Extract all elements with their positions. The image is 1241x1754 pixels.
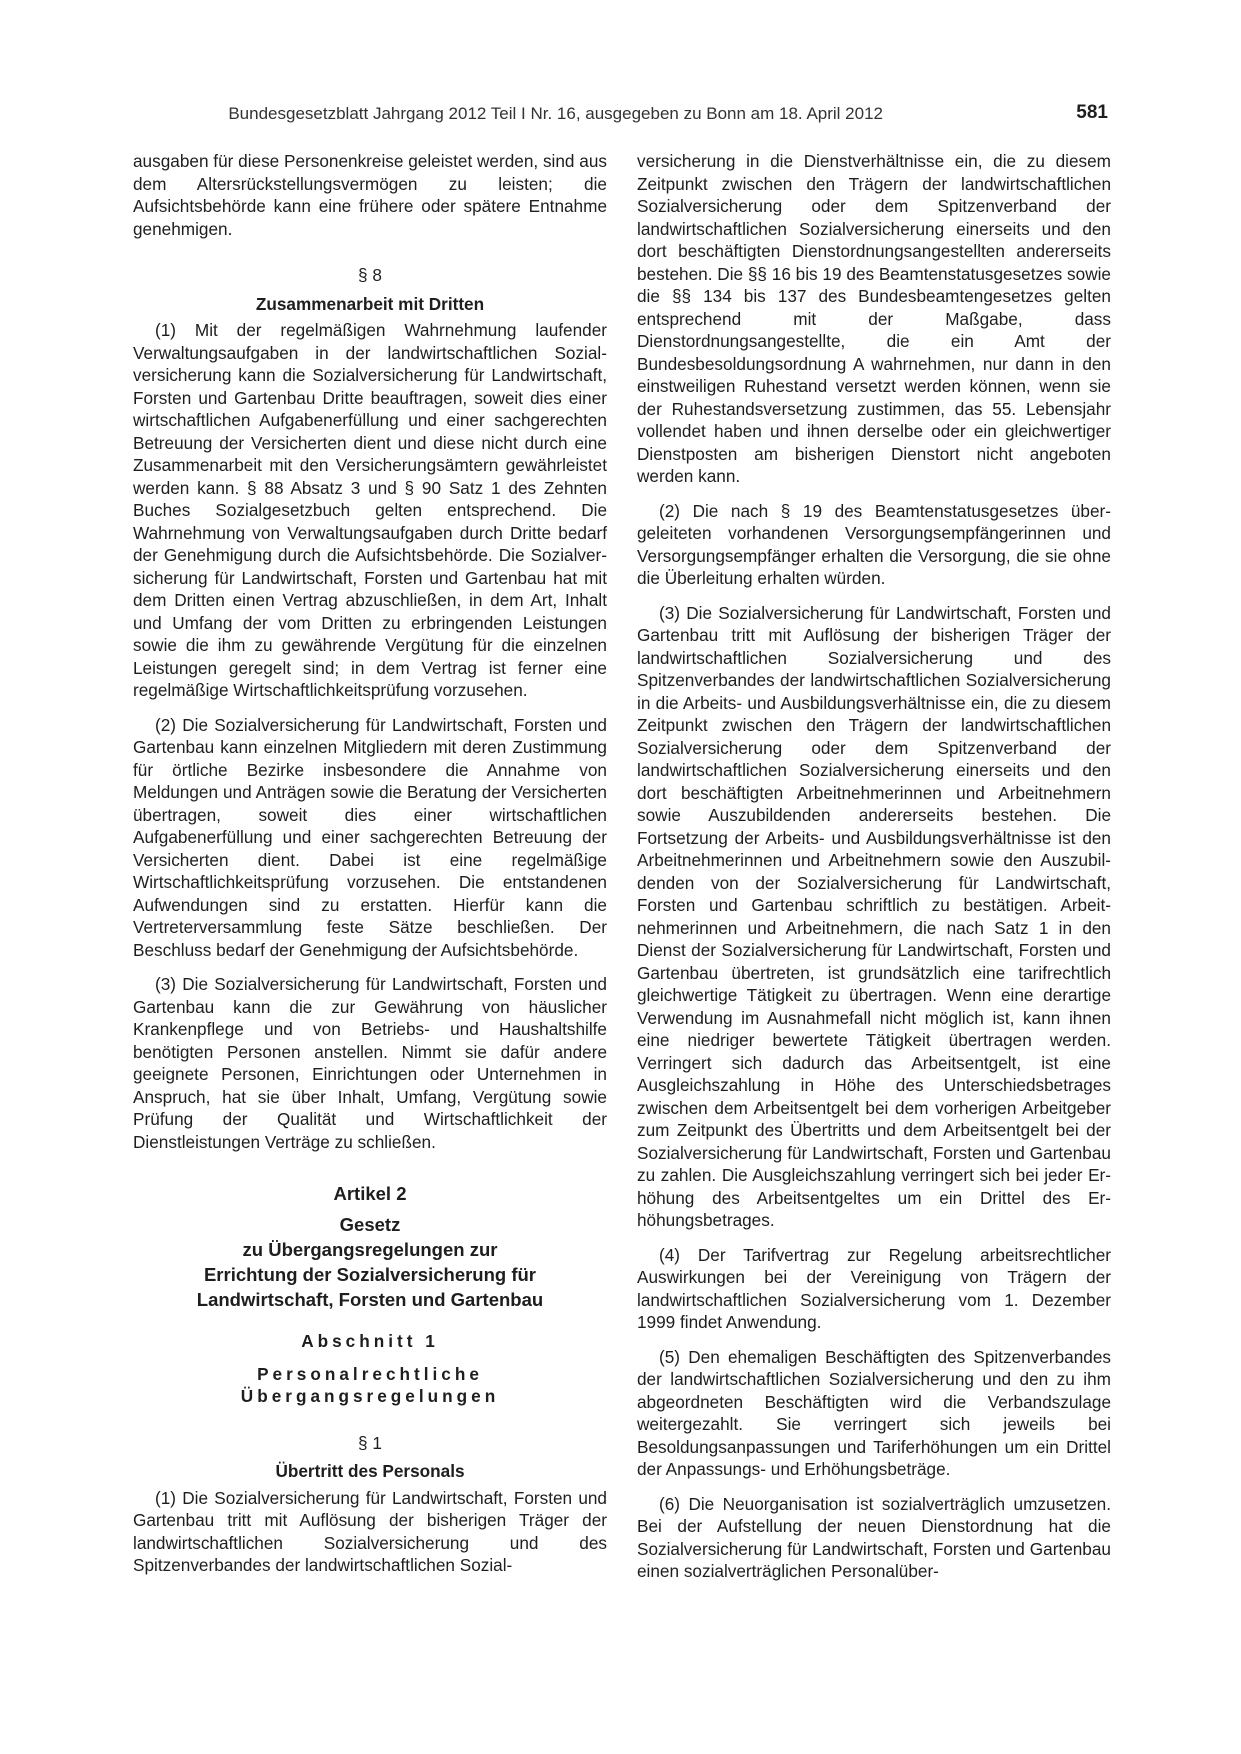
- right-column: [637, 150, 1111, 1595]
- section-1-paragraph-2: (2) Die nach § 19 des Beamtenstatusgesetzes übergeleiteten vorhandenen Versorgungsempfängerinnen und Versorgungsempfänger erhalten die Versorgung, die sie ohne die Überleitung erhalten würden.: [637, 500, 1111, 588]
- running-header: Bundesgesetzblatt Jahrgang 2012 Teil I Nr. 16, ausgegeben zu Bonn am 18. April 2012: [228, 104, 883, 123]
- article-2-title: [133, 1212, 607, 1312]
- section-1-paragraph-6: (6) Die Neuorganisation ist sozialverträglich umzusetzen. Bei der Aufstellung der neuen Dienstordnung hat die Sozialversicherung für Landwirtschaft, Forsten und Gartenbau einen sozialverträglichen Personalüber-: [637, 1493, 1111, 1581]
- section-1-paragraph-5: (5) Den ehemaligen Beschäftigten des Spitzenverbandes der landwirtschaftlichen Sozialversicherung und den zu ihm abgeordneten Beschäftigten wird die Verbandszulage weitergezahlt. Sie verringert sich jeweils bei Besoldungsanpassungen und Tariferhöhungen um ein Drittel der Anpassungs- und Erhöhungsbeträge.: [637, 1346, 1111, 1479]
- section-8-paragraph-2: (2) Die Sozialversicherung für Landwirtschaft, Forsten und Gartenbau kann einzelnen Mitgliedern mit deren Zustimmung für örtliche Bezirke insbesondere die Annahme von Meldungen und Anträgen sowie die Beratung der Versicherten übertragen, soweit dies einer wirtschaftlichen Aufgabenerfüllung und einer sachgerechten Betreuung der Versicherten dient. Dabei ist eine regelmäßige Wirtschaftlichkeitsprüfung vorzusehen. Die entstandenen Aufwendungen sind zu erstatten. Hierfür kann die Vertreterversammlung feste Sätze beschließen. Der Beschluss bedarf der Genehmigung der Aufsichtsbehörde.: [133, 714, 607, 960]
- page-number: 581: [1076, 102, 1108, 123]
- abschnitt-title-line: Personalrechtliche: [257, 1363, 483, 1384]
- section-1-paragraph-3: (3) Die Sozialversicherung für Landwirtschaft, Forsten und Gartenbau tritt mit Auflösung der bisherigen Träger der landwirtschaftlichen Sozialversicherung und des Spitzenverbandes der landwirtschaftlichen Sozialversicherung in die Arbeits- und Ausbildungsverhältnisse ein, die zu diesem Zeitpunkt zwischen den Trägern der landwirtschaftlichen Sozialversicherung oder dem Spitzenverband der landwirtschaftlichen Sozialversicherung einerseits und den dort beschäftigten Arbeitnehmerinnen und Arbeitnehmern sowie Auszubildenden andererseits bestehen. Die Fortsetzung der Arbeits- und Ausbildungsverhältnisse ist den Arbeitnehmerinnen und Arbeitnehmern sowie den Auszubildenden von der Sozialversicherung für Landwirtschaft, Forsten und Gartenbau schriftlich zu bestätigen. Arbeitnehmerinnen und Arbeitnehmern, die nach Satz 1 in den Dienst der Sozialversicherung für Landwirtschaft, Forsten und Gartenbau übertreten, ist grundsätzlich eine tarifrechtlich gleichwertige Tätigkeit zu übertragen. Wenn eine derartige Verwendung im Ausnahmefall nicht möglich ist, kann ihnen eine niedriger bewertete Tätigkeit übertragen werden. Verringert sich dadurch das Arbeitsentgelt, ist eine Ausgleichszahlung in Höhe des Unterschiedsbetrages zwischen dem Arbeitsentgelt bei dem vorherigen Arbeitgeber zum Zeitpunkt des Übertritts und dem Arbeitsentgelt bei der Sozialversicherung für Landwirtschaft, Forsten und Gartenbau zu zahlen. Die Ausgleichszahlung verringert sich bei jeder Erhöhung des Arbeitsentgeltes um ein Drittel des Erhöhungsbetrages.: [637, 602, 1111, 1230]
- abschnitt-title-line: Übergangsregelungen: [240, 1386, 500, 1406]
- section-8-number: § 8: [358, 265, 382, 285]
- section-1-number: § 1: [358, 1432, 382, 1453]
- abschnitt-number: Abschnitt 1: [301, 1331, 439, 1351]
- article-2-title-line: Errichtung der Sozialversicherung für: [203, 1264, 537, 1285]
- section-1-paragraph-4: (4) Der Tarifvertrag zur Regelung arbeitsrechtlicher Auswirkungen bei der Vereinigung von Trägern der landwirtschaftlichen Sozialversicherung vom 1. Dezember 1999 findet Anwendung.: [637, 1244, 1111, 1332]
- section-8-title: Zusammenarbeit mit Dritten: [255, 293, 485, 314]
- abschnitt-title: [133, 1363, 607, 1408]
- section-1-paragraph-1-start: (1) Die Sozialversicherung für Landwirtschaft, Forsten und Gartenbau tritt mit Auflösung der bisherigen Träger der landwirtschaftlichen Sozialversicherung und des Spitzenverbandes der landwirtschaftlichen Sozial-: [133, 1487, 607, 1575]
- section-1-title: Übertritt des Personals: [275, 1461, 465, 1481]
- left-column: [133, 150, 607, 1589]
- article-2-title-line: zu Übergangsregelungen zur: [242, 1239, 498, 1260]
- continuation-paragraph: ausgaben für diese Personenkreise geleistet werden, sind aus dem Altersrückstellungsvermögen zu leisten; die Aufsichtsbehörde kann eine frühere oder spätere Entnahme genehmigen.: [133, 151, 607, 239]
- article-2-title-line: Gesetz: [339, 1214, 401, 1235]
- section-8-paragraph-1: (1) Mit der regelmäßigen Wahrnehmung laufender Verwaltungsaufgaben in der landwirtschaftlichen Sozialversicherung kann die Sozialversicherung für Landwirtschaft, Forsten und Gartenbau Dritte beauftragen, soweit dies einer wirtschaftlichen Aufgabenerfüllung und einer sachgerechten Betreuung der Versicherten dient und diese nicht durch eine Zusammenarbeit mit den Versicherungsämtern gewährleistet werden kann. § 88 Absatz 3 und § 90 Satz 1 des Zehnten Buches Sozialgesetzbuch gelten entsprechend. Die Wahrnehmung von Verwaltungsaufgaben durch Dritte bedarf der Genehmigung durch die Aufsichtsbehörde. Die Sozialversicherung für Landwirtschaft, Forsten und Gartenbau hat mit dem Dritten einen Vertrag abzuschließen, in dem Art, Inhalt und Umfang der vom Dritten zu erbringenden Leistungen sowie die ihm zu gewährende Vergütung für die einzelnen Leistungen geregelt sind; in dem Vertrag ist ferner eine regelmäßige Wirtschaftlichkeitsprüfung vorzusehen.: [133, 320, 607, 700]
- section-8-paragraph-3: (3) Die Sozialversicherung für Landwirtschaft, Forsten und Gartenbau kann die zur Gewährung von häuslicher Krankenpflege und von Betriebs- und Haushaltshilfe benötigten Personen anstellen. Nimmt sie dafür andere geeignete Personen, Einrichtungen oder Unternehmen in Anspruch, hat sie über Inhalt, Umfang, Vergütung sowie Prüfung der Qualität und Wirtschaftlichkeit der Dienstleistungen Verträge zu schließen.: [133, 974, 607, 1152]
- article-2-number: Artikel 2: [333, 1183, 407, 1204]
- article-2-title-line: Landwirtschaft, Forsten und Gartenbau: [196, 1289, 544, 1310]
- page-header: [133, 102, 1108, 128]
- section-1-paragraph-1-continuation: versicherung in die Dienstverhältnisse ein, die zu diesem Zeitpunkt zwischen den Trägern der landwirtschaftlichen Sozialversicherung oder dem Spitzenverband der landwirtschaftlichen Sozialversicherung einerseits und den dort beschäftigten Dienstordnungsangestellten andererseits bestehen. Die §§ 16 bis 19 des Beamtenstatusgesetzes sowie die §§ 134 bis 137 des Bundesbeamtengesetzes gelten entsprechend mit der Maßgabe, dass Dienstordnungsangestellte, die ein Amt der Bundesbesoldungsordnung A wahrnehmen, nur dann in den einstweiligen Ruhestand versetzt werden können, wenn sie der Ruhestandsversetzung zustimmen, das 55. Lebensjahr vollendet haben und ihnen derselbe oder ein gleichwertiger Dienstposten am bisherigen Dienstort nicht angeboten werden kann.: [637, 151, 1111, 486]
